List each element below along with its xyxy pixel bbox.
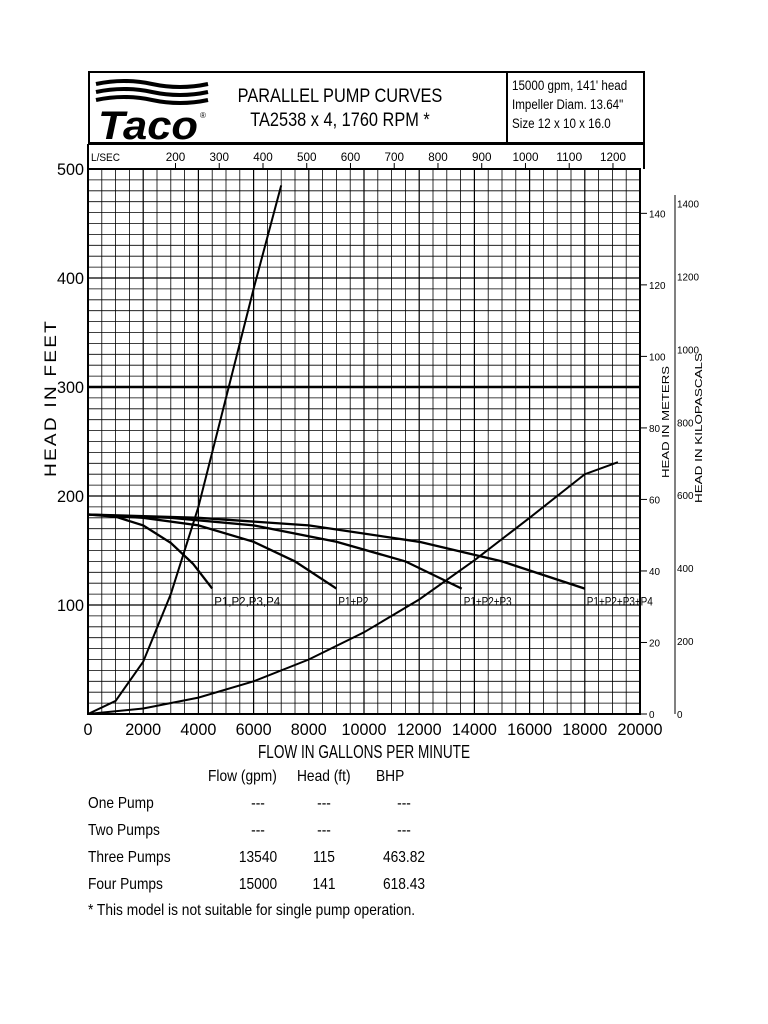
logo-wordmark: Taco bbox=[98, 104, 198, 142]
y2-axis-label: HEAD IN METERS bbox=[661, 392, 672, 478]
kpa-tick-label: 0 bbox=[677, 710, 683, 721]
x-tick-label: 8000 bbox=[290, 720, 327, 739]
table-cell: 463.82 bbox=[382, 849, 426, 866]
series-label: P1,P2,P3,P4 bbox=[214, 594, 281, 609]
series-label: P1+P2+P3 bbox=[463, 594, 512, 609]
table-row-label: One Pump bbox=[88, 795, 154, 812]
y-tick-label: 300 bbox=[57, 378, 84, 397]
x-tick-label: 16000 bbox=[507, 720, 553, 739]
top-tick-label: 800 bbox=[428, 150, 449, 164]
top-tick-label: 300 bbox=[209, 150, 230, 164]
chart-title-line-2: TA2538 x 4, 1760 RPM * bbox=[250, 110, 430, 131]
top-tick-label: 1100 bbox=[556, 150, 583, 164]
svg-text:®: ® bbox=[200, 111, 206, 120]
tick-labels bbox=[57, 150, 699, 739]
x-axis-label: FLOW IN GALLONS PER MINUTE bbox=[258, 742, 470, 762]
table-row-label: Four Pumps bbox=[88, 876, 163, 893]
spec-line: 15000 gpm, 141' head bbox=[512, 78, 628, 93]
chart-title-line-1: PARALLEL PUMP CURVES bbox=[237, 86, 443, 107]
x-tick-label: 14000 bbox=[451, 720, 497, 739]
top-tick-label: 500 bbox=[296, 150, 317, 164]
footnote: * This model is not suitable for single pump operation. bbox=[88, 902, 416, 919]
x-tick-label: 18000 bbox=[562, 720, 608, 739]
table-cell: --- bbox=[317, 822, 331, 839]
chart-grid bbox=[88, 144, 644, 714]
x-tick-label: 6000 bbox=[235, 720, 272, 739]
x-tick-label: 12000 bbox=[396, 720, 442, 739]
meter-tick-label: 0 bbox=[649, 710, 655, 721]
top-axis-label: L/SEC bbox=[91, 152, 121, 164]
x-tick-label: 4000 bbox=[180, 720, 217, 739]
table-cell: 115 bbox=[313, 849, 335, 866]
meter-tick-label: 100 bbox=[649, 352, 666, 364]
table-row-label: Three Pumps bbox=[88, 849, 171, 866]
table-cell: 13540 bbox=[238, 849, 278, 866]
y3-axis-label: HEAD IN KILOPASCALS bbox=[694, 391, 705, 503]
curves-group bbox=[88, 185, 653, 714]
kpa-tick-label: 400 bbox=[677, 564, 694, 576]
system-curve-2 bbox=[88, 462, 618, 714]
x-tick-label: 0 bbox=[83, 720, 93, 739]
x-tick-label: 20000 bbox=[617, 720, 663, 739]
top-tick-label: 1000 bbox=[512, 150, 539, 164]
x-tick-label: 2000 bbox=[125, 720, 162, 739]
top-tick-label: 400 bbox=[253, 150, 274, 164]
table-header-head: Head (ft) bbox=[297, 768, 351, 785]
spec-line: Size 12 x 10 x 16.0 bbox=[512, 116, 611, 131]
meter-tick-label: 40 bbox=[649, 566, 661, 578]
top-tick-label: 700 bbox=[384, 150, 405, 164]
table-cell: --- bbox=[251, 822, 265, 839]
table-cell: 618.43 bbox=[382, 876, 426, 893]
table-cell: --- bbox=[251, 795, 265, 812]
y-tick-label: 200 bbox=[57, 487, 84, 506]
kpa-tick-label: 200 bbox=[677, 637, 694, 649]
top-tick-label: 900 bbox=[471, 150, 492, 164]
x-tick-label: 10000 bbox=[341, 720, 387, 739]
table-cell: 15000 bbox=[238, 876, 278, 893]
y-axis-label: HEAD IN FEET bbox=[41, 335, 60, 477]
y-tick-label: 100 bbox=[57, 596, 84, 615]
spec-line: Impeller Diam. 13.64" bbox=[512, 97, 624, 112]
meter-tick-label: 60 bbox=[649, 495, 661, 507]
axis-labels bbox=[41, 319, 705, 762]
series-label: P1+P2 bbox=[338, 594, 369, 609]
top-tick-label: 600 bbox=[340, 150, 361, 164]
y-tick-label: 500 bbox=[57, 160, 84, 179]
kpa-tick-label: 1400 bbox=[677, 199, 700, 211]
table-cell: --- bbox=[397, 795, 411, 812]
y-tick-label: 400 bbox=[57, 269, 84, 288]
kpa-tick-label: 1200 bbox=[677, 272, 700, 284]
table-row-label: Two Pumps bbox=[88, 822, 160, 839]
table-header-bhp: BHP bbox=[376, 768, 405, 785]
series-label: P1+P2+P3+P4 bbox=[586, 594, 654, 609]
kpa-tick-label: 800 bbox=[677, 418, 694, 430]
table-cell: --- bbox=[317, 795, 331, 812]
kpa-tick-label: 600 bbox=[677, 491, 694, 503]
top-tick-label: 1200 bbox=[599, 150, 627, 164]
meter-tick-label: 80 bbox=[649, 423, 661, 435]
meter-tick-label: 140 bbox=[649, 209, 666, 221]
kpa-tick-label: 1000 bbox=[677, 345, 700, 357]
top-tick-label: 200 bbox=[165, 150, 186, 164]
table-cell: --- bbox=[397, 822, 411, 839]
meter-tick-label: 120 bbox=[649, 280, 666, 292]
meter-tick-label: 20 bbox=[649, 638, 661, 650]
table-header-flow: Flow (gpm) bbox=[208, 768, 277, 785]
table-cell: 141 bbox=[312, 876, 336, 893]
